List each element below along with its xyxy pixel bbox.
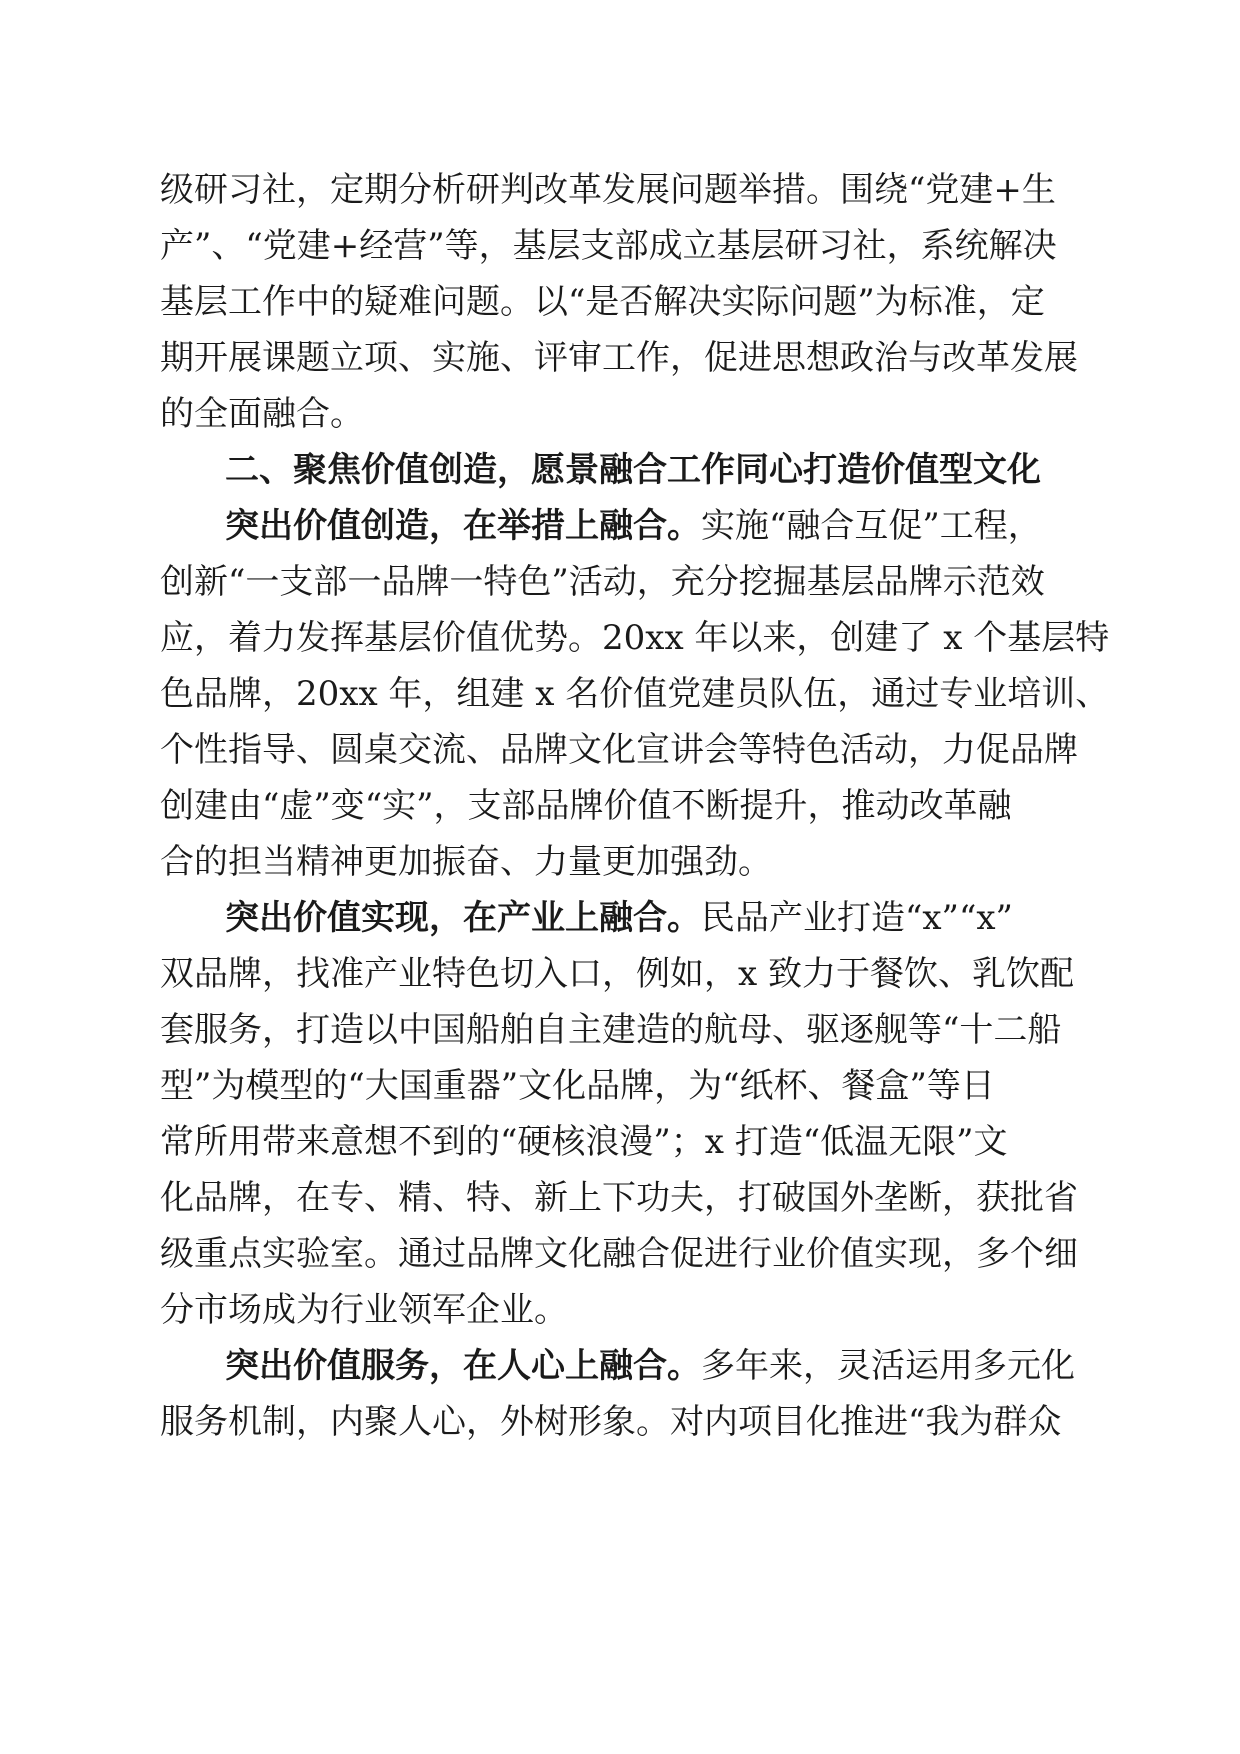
paragraph-line: 创新“一支部一品牌一特色”活动，充分挖掘基层品牌示范效 <box>160 562 1045 602</box>
paragraph-line: 化品牌，在专、精、特、新上下功夫，打破国外垄断，获批省 <box>160 1178 1078 1218</box>
paragraph-text: 多年来，灵活运用多元化 <box>701 1346 1075 1386</box>
paragraph-lead-heading: 突出价值服务，在人心上融合。 <box>225 1346 701 1386</box>
paragraph-line: 基层工作中的疑难问题。以“是否解决实际问题”为标准，定 <box>160 282 1045 322</box>
paragraph-line: 创建由“虚”变“实”，支部品牌价值不断提升，推动改革融 <box>160 786 1012 826</box>
paragraph-line: 分市场成为行业领军企业。 <box>160 1290 568 1330</box>
paragraph-line: 期开展课题立项、实施、评审工作，促进思想政治与改革发展 <box>160 338 1078 378</box>
paragraph-line: 合的担当精神更加振奋、力量更加强劲。 <box>160 842 772 882</box>
paragraph-first-line <box>225 506 1042 546</box>
paragraph-text: 实施“融合互促”工程， <box>701 506 1042 546</box>
paragraph-lead-heading: 突出价值创造，在举措上融合。 <box>225 506 701 546</box>
paragraph-lead-heading: 突出价值实现，在产业上融合。 <box>225 898 701 938</box>
paragraph-line: 色品牌，20xx 年，组建 x 名价值党建员队伍，通过专业培训、 <box>160 674 1110 714</box>
paragraph-line: 双品牌，找准产业特色切入口，例如，x 致力于餐饮、乳饮配 <box>160 954 1074 994</box>
paragraph-line: 级研习社，定期分析研判改革发展问题举措。围绕“党建+生 <box>160 170 1056 210</box>
paragraph-line: 的全面融合。 <box>160 394 364 434</box>
paragraph-line: 常所用带来意想不到的“硬核浪漫”；x 打造“低温无限”文 <box>160 1122 1008 1162</box>
paragraph-first-line <box>225 1346 1075 1386</box>
section-heading: 二、聚焦价值创造，愿景融合工作同心打造价值型文化 <box>225 450 1041 490</box>
paragraph-line: 应，着力发挥基层价值优势。20xx 年以来，创建了 x 个基层特 <box>160 618 1110 658</box>
paragraph-text: 民品产业打造“x”“x” <box>701 898 1013 938</box>
paragraph-first-line <box>225 898 1013 938</box>
paragraph-line: 服务机制，内聚人心，外树形象。对内项目化推进“我为群众 <box>160 1402 1062 1442</box>
paragraph-line: 级重点实验室。通过品牌文化融合促进行业价值实现，多个细 <box>160 1234 1078 1274</box>
paragraph-line: 型”为模型的“大国重器”文化品牌，为“纸杯、餐盒”等日 <box>160 1066 995 1106</box>
paragraph-line: 个性指导、圆桌交流、品牌文化宣讲会等特色活动，力促品牌 <box>160 730 1078 770</box>
paragraph-line: 产”、“党建+经营”等，基层支部成立基层研习社，系统解决 <box>160 226 1057 266</box>
paragraph-line: 套服务，打造以中国船舶自主建造的航母、驱逐舰等“十二船 <box>160 1010 1062 1050</box>
